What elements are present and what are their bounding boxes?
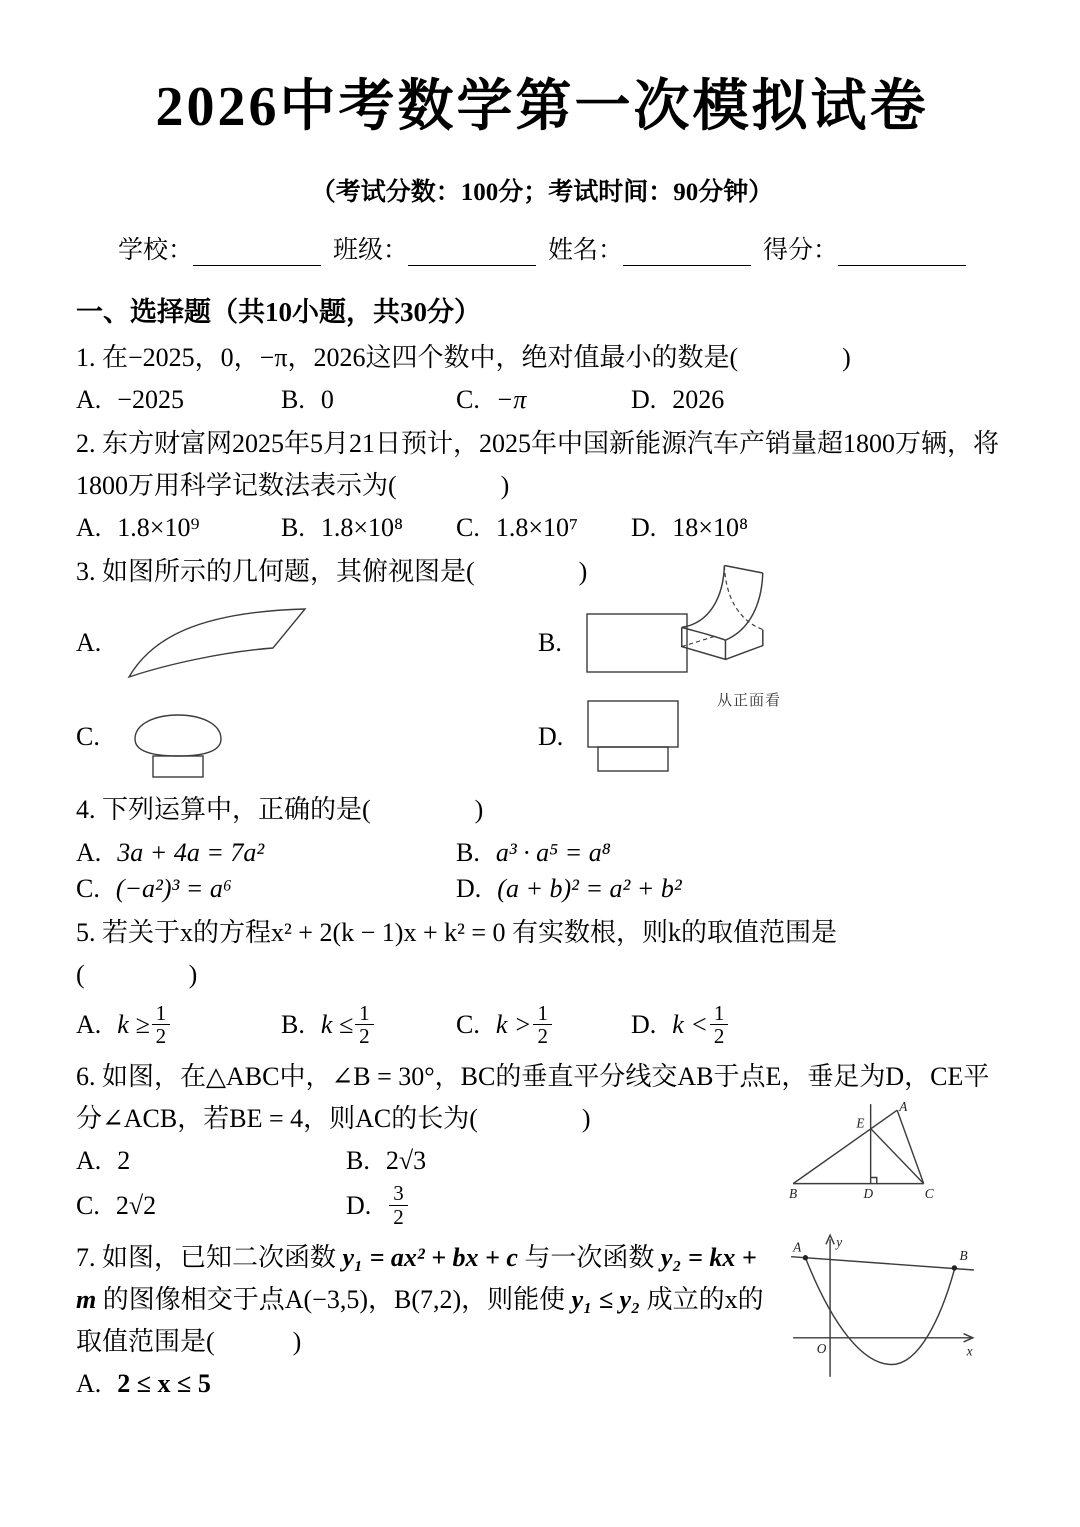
school-field [118, 230, 321, 266]
score-label: 得分： [763, 237, 839, 264]
option-b: B. 2√3 [346, 1146, 427, 1176]
option-a: A. [76, 603, 538, 683]
option-d: D. k < $\frac{1}{2}$ [631, 1002, 728, 1048]
school-label: 学校： [117, 237, 193, 264]
inequality-formula: y₁ ≤ y₂ [571, 1284, 641, 1314]
question-1-options [76, 385, 1008, 415]
option-d: D. (a + b)² = a² + b² [456, 873, 682, 903]
question-2-options [76, 513, 1008, 543]
triangle-label-b: B [789, 1186, 798, 1202]
question-3-text: 3. 如图所示的几何题，其俯视图是( ) [76, 557, 588, 587]
option-a: A. k ≥ $\frac{1}{2}$ [76, 1002, 281, 1048]
question-1 [76, 337, 1008, 415]
parabola-graph-figure [788, 1231, 980, 1383]
name-blank [623, 238, 751, 266]
option-c: C. k > $\frac{1}{2}$ [456, 1002, 631, 1048]
fraction: $\frac{1}{2}$ [533, 1002, 552, 1048]
question-3 [76, 551, 1008, 781]
option-b: B. 0 [281, 385, 334, 415]
triangle-label-c: C [924, 1186, 934, 1202]
question-6-text: 6. 如图，在△ABC中，∠B = 30°，BC的垂直平分线交AB于点E，垂足为D，CE平分∠ACB，若BE = 4，则AC的长为( ) [76, 1062, 990, 1134]
option-d: D. [538, 698, 1000, 776]
question-5-options [76, 1002, 1008, 1048]
fraction: $\frac{1}{2}$ [152, 1002, 171, 1048]
fraction: $\frac{1}{2}$ [355, 1002, 374, 1048]
question-7-text: 7. 如图，已知二次函数 y₁ = ax² + bx + c 与一次函数 y₂ = kx + m 的图像相交于点A(−3,5)，B(7,2)，则能使 y₁ ≤ y₂ 成立的x的取值范围是( ) [76, 1242, 764, 1356]
option-d: D. 2026 [631, 385, 725, 415]
question-2-text: 2. 东方财富网2025年5月21日预计，2025年中国新能源汽车产销量超1800万辆，将1800万用科学记数法表示为( ) [76, 429, 1000, 501]
triangle-label-d: D [863, 1186, 874, 1202]
option-d: D. $\frac{3}{2}$ [346, 1182, 408, 1228]
class-blank [408, 238, 536, 266]
option-b: B. a³ · a⁵ = a⁸ [456, 837, 611, 867]
question-3-options-row-2 [76, 693, 1008, 781]
option-a: A. −2025 [76, 385, 184, 415]
option-c: C. [76, 693, 538, 781]
shape-c-dome-icon [122, 693, 234, 781]
fraction: $\frac{3}{2}$ [389, 1182, 408, 1228]
score-field [763, 230, 966, 266]
fraction: $\frac{1}{2}$ [710, 1002, 729, 1048]
question-4-text: 4. 下列运算中，正确的是( ) [76, 795, 484, 825]
option-d: D. 18×10⁸ [631, 513, 749, 543]
option-a: A. 1.8×10⁹ [76, 513, 200, 543]
option-c: C. (−a²)³ = a⁶ [76, 873, 232, 903]
question-1-text: 1. 在−2025，0，−π，2026这四个数中，绝对值最小的数是( ) [76, 343, 851, 372]
option-a: A. 2 ≤ x ≤ 5 [76, 1369, 211, 1398]
graph-label-x: x [966, 1342, 973, 1358]
page-title: 2026中考数学第一次模拟试卷 [155, 76, 929, 138]
question-5-answer-paren: ( ) [76, 959, 198, 989]
option-c: C. 1.8×10⁷ [456, 513, 579, 543]
linear-formula: y₂ = kx + m [76, 1242, 757, 1314]
name-field [548, 230, 751, 266]
class-label: 班级： [332, 237, 408, 264]
question-2 [76, 423, 1008, 543]
question-4 [76, 789, 1008, 903]
student-info-line [76, 230, 1008, 266]
graph-label-a: A [793, 1239, 802, 1255]
option-b: B. 1.8×10⁸ [281, 513, 404, 543]
option-b: B. [538, 611, 1000, 675]
name-label: 姓名： [548, 237, 624, 264]
question-3-options-row-1 [76, 603, 1008, 683]
question-4-options-row-1 [76, 838, 1008, 868]
score-blank [838, 238, 966, 266]
question-6 [76, 1056, 1008, 1229]
triangle-figure [788, 1100, 938, 1202]
option-a: A. 2 [76, 1146, 131, 1176]
option-c: C. 2√2 [76, 1190, 157, 1220]
section-heading: 一、选择题（共10小题，共30分） [76, 297, 481, 327]
exam-meta: （考试分数：100分；考试时间：90分钟） [310, 179, 774, 206]
figure-caption: 从正面看 [716, 693, 781, 710]
option-c: C. −π [456, 385, 527, 415]
question-7 [76, 1234, 1008, 1399]
school-blank [193, 238, 321, 266]
option-b: B. k ≤ $\frac{1}{2}$ [281, 1002, 456, 1048]
solid-3d-icon [664, 557, 804, 685]
question-5 [76, 912, 1008, 1049]
graph-label-y: y [836, 1234, 843, 1250]
graph-label-b: B [959, 1247, 968, 1263]
graph-label-o: O [816, 1340, 827, 1356]
option-a: A. 3a + 4a = 7a² [76, 837, 265, 867]
shape-a-curved-icon [123, 603, 313, 683]
triangle-label-a: A [899, 1100, 908, 1115]
question-5-text: 5. 若关于x的方程x² + 2(k − 1)x + k² = 0 有实数根，则k的取值范围是 [76, 917, 838, 947]
quadratic-formula: y₁ = ax² + bx + c [342, 1242, 518, 1272]
question-4-options-row-2 [76, 874, 1008, 904]
question-3-solid-figure [664, 557, 834, 710]
class-field [333, 230, 536, 266]
triangle-label-e: E [856, 1115, 865, 1131]
